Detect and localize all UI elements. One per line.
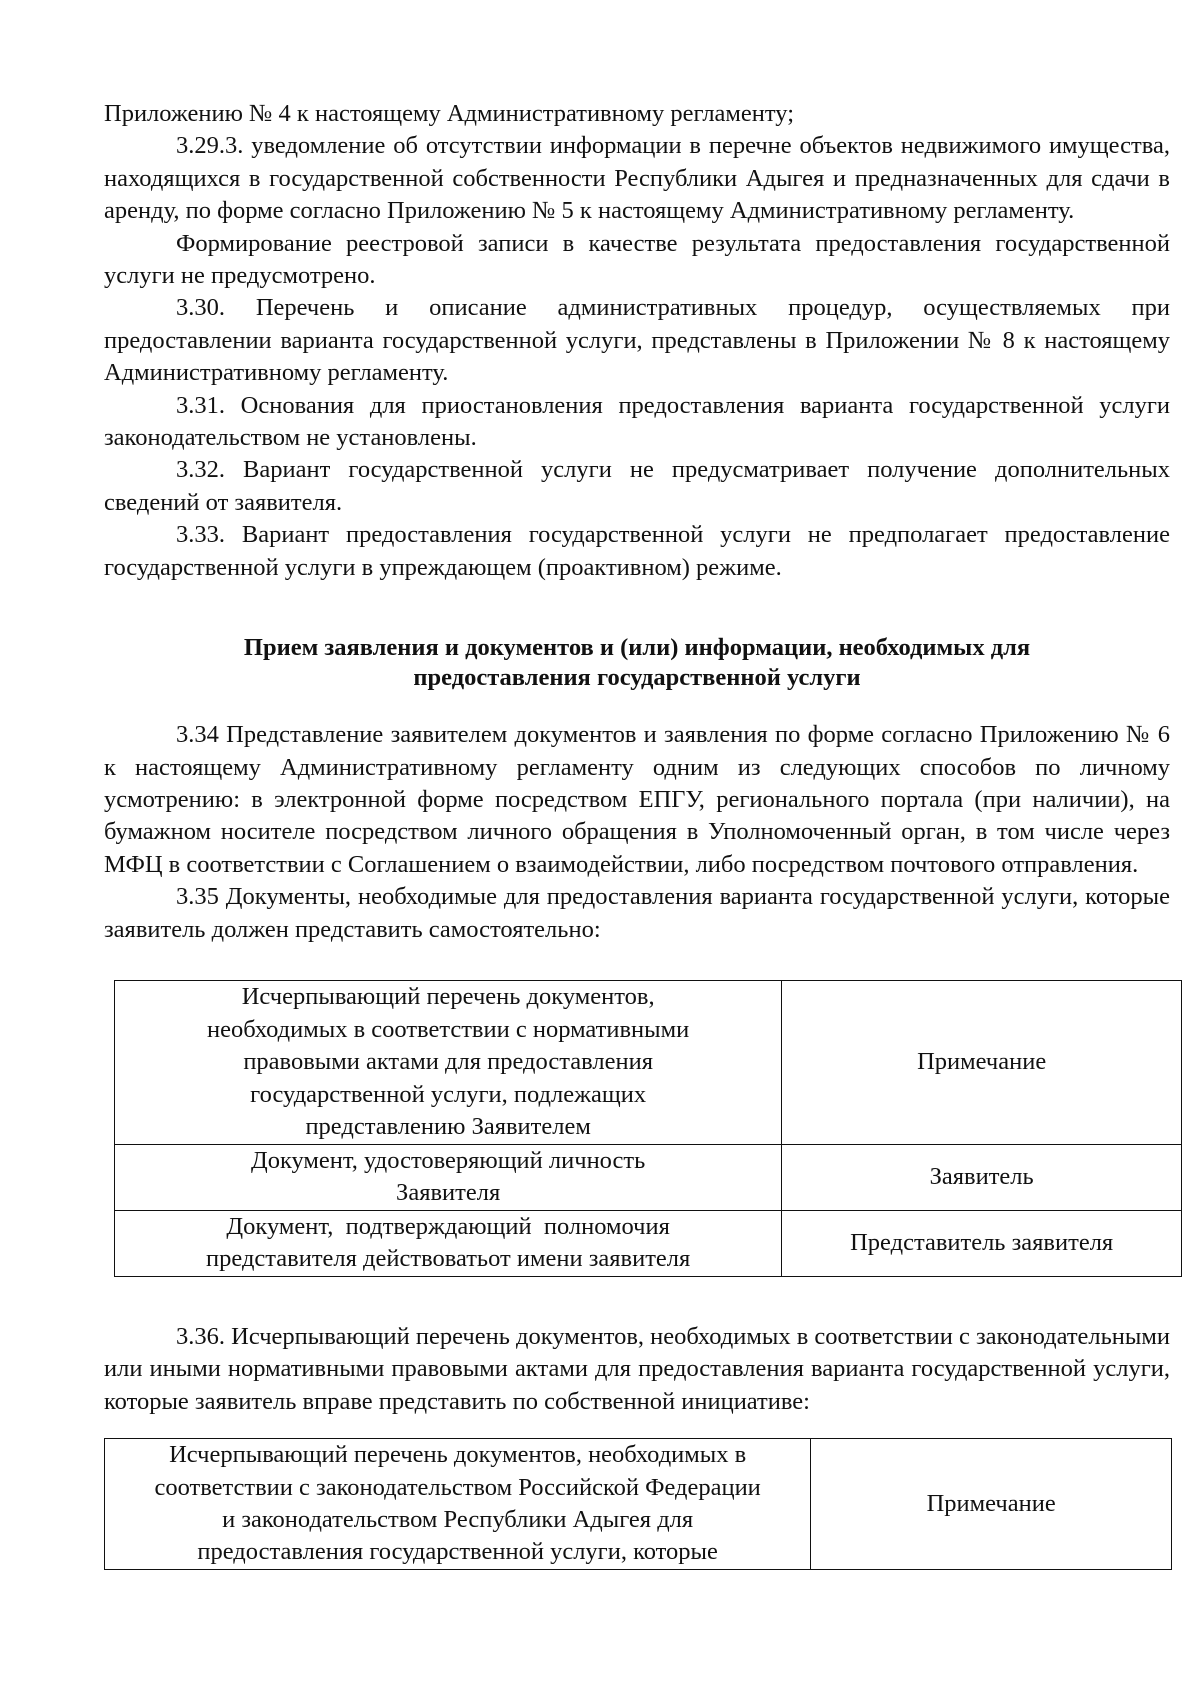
section-heading-line-2: предоставления государственной услуги	[413, 664, 861, 692]
paragraph-3-32: 3.32. Вариант государственной услуги не предусматривает получение дополнительных сведений от заявителя.	[104, 456, 1170, 516]
table-header-note: Примечание	[811, 1439, 1172, 1570]
paragraph-3-31: 3.31. Основания для приостановления предоставления варианта государственной услуги законодательством не установлены.	[104, 391, 1170, 452]
top-text	[104, 98, 1170, 584]
required-documents-table	[114, 980, 1182, 1277]
optional-documents-table	[104, 1438, 1172, 1570]
mid-text	[104, 719, 1170, 946]
paragraph-registry-record: Формирование реестровой записи в качестве результата предоставления государственной услуги не предусмотрено.	[104, 229, 1170, 290]
section-heading	[104, 633, 1170, 693]
paragraph-3-36: 3.36. Исчерпывающий перечень документов, необходимых в соответствии с законодательными или иными нормативными правовыми актами для предоставления варианта государственной услуги, которые заявитель вправе представить по собственной инициативе:	[104, 1322, 1170, 1415]
section-heading-line-1: Прием заявления и документов и (или) информации, необходимых для	[243, 634, 1031, 662]
paragraph-3-34: 3.34 Представление заявителем документов и заявления по форме согласно Приложению № 6 к настоящему Административному регламенту одним из следующих способов по личному усмотрению: в электронной форме посредством ЕПГУ, регионального портала (при наличии), на бумажном носителе посредством личного обращения в Уполномоченный орган, в том числе через МФЦ в соответствии с Соглашением о взаимодействии, либо посредством почтового отправления.	[104, 721, 1170, 878]
after-table-text	[104, 1321, 1170, 1418]
paragraph-3-35: 3.35 Документы, необходимые для предоставления варианта государственной услуги, которые заявитель должен представить самостоятельно:	[104, 883, 1170, 943]
paragraph-continuation: Приложению № 4 к настоящему Административному регламенту;	[104, 100, 795, 127]
table-header-row	[105, 1439, 1172, 1570]
table-header-documents: Исчерпывающий перечень документов, необходимых в соответствии с нормативными правовыми актами для предоставления государственной услуги, подлежащих представлению Заявителем	[115, 980, 782, 1144]
table-cell-document: Документ, подтверждающий полномочия представителя действоватьот имени заявителя	[115, 1210, 782, 1276]
table-row	[115, 1144, 1182, 1210]
table-cell-document: Документ, удостоверяющий личность Заявителя	[115, 1144, 782, 1210]
table-row	[115, 1210, 1182, 1276]
table-header-row	[115, 980, 1182, 1144]
paragraph-3-33: 3.33. Вариант предоставления государственной услуги не предполагает предоставление государственной услуги в упреждающем (проактивном) режиме.	[104, 521, 1170, 581]
table-header-documents: Исчерпывающий перечень документов, необходимых в соответствии с законодательством Российской Федерации и законодательством Республики Адыгея для предоставления государственной услуги, которые	[105, 1439, 811, 1570]
paragraph-3-29-3: 3.29.3. уведомление об отсутствии информации в перечне объектов недвижимого имущества, находящихся в государственной собственности Республики Адыгея и предназначенных для сдачи в аренду, по форме согласно Приложению № 5 к настоящему Административному регламенту.	[104, 132, 1170, 225]
table-cell-note: Заявитель	[782, 1144, 1182, 1210]
table-header-note: Примечание	[782, 980, 1182, 1144]
paragraph-3-30: 3.30. Перечень и описание административных процедур, осуществляемых при предоставлении варианта государственной услуги, представлены в Приложении № 8 к настоящему Административному регламенту.	[104, 294, 1170, 387]
table-cell-note: Представитель заявителя	[782, 1210, 1182, 1276]
